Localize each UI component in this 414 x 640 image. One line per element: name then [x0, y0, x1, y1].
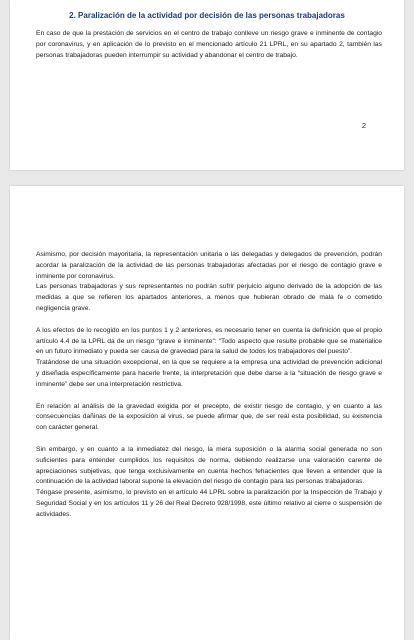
- paragraph-articulo-44: Téngase presente, asimismo, lo previsto en el artículo 44 LPRL sobre la paralización por la Inspección de Trabajo y Seguridad Social y en los artículos 11 y 26 del Real Decreto 928/1998, este último relativo al cierre o suspensión de actividades.: [36, 489, 382, 518]
- document-page-1: [10, 0, 404, 170]
- intro-paragraph: En caso de que la prestación de servicios en el centro de trabajo conlleve un riesgo grave e inminente de contagio por coronavirus, y en aplicación de lo previsto en el mencionado artículo 21 LPRL, en su apartado 2, también las personas trabajadoras pueden interrumpir su actividad y abandonar el centro de trabajo.: [36, 30, 382, 59]
- paragraph-decision-mayoritaria: Asimismo, por decisión mayoritaria, la representación unitaria o las delegadas y delegados de prevención, podrán acordar la paralización de la actividad de las personas trabajadoras afectadas por el riesgo de contagio grave e inminente por coronavirus.: [36, 251, 382, 280]
- paragraph-inmediatez: Sin embargo, y en cuanto a la inmediatez del riesgo, la mera suposición o la alarma social generada no son suficientes para entender cumplidos los requisitos de norma, debiendo realizarse una valoración carente de apreciaciones subjetivas, que tenga exclusivamente en cuenta hechos fehacientes que lleven a entender que la continuación de la actividad laboral supone la elevación del riesgo de contagio para las personas trabajadoras.: [36, 445, 382, 486]
- document-page-2: [10, 186, 404, 640]
- paragraph-gravedad: En relación al análisis de la gravedad exigida por el precepto, de existir riesgo de contagio, y en cuanto a las consecuencias dañinas de la exposición al virus, se puede afirmar que, de ser real esta posibilidad, su existencia con carácter general.: [36, 402, 382, 432]
- paragraph-definicion-riesgo: A los efectos de lo recogido en los puntos 1 y 2 anteriores, es necesario tener en cuenta la definición que el propio artículo 4.4 de la LPRL da de un riesgo “grave e inminente”: “Todo aspecto que resulte probable que se materialice en un futuro inmediato y pueda ser causa de gravedad para la salud de todos los trabajadores del puesto”.: [36, 326, 382, 356]
- section-heading: 2. Paralización de la actividad por decisión de las personas trabajadoras: [69, 11, 345, 20]
- paragraph-situacion-excepcional: Tratándose de una situación excepcional, en la que se requiere a la empresa una actividad de prevención adicional y diseñada específicamente para hacerle frente, la interpretación que debe darse a la “situación de riesgo grave e inminente” debe ser una interpretación restrictiva.: [36, 359, 382, 388]
- page-body: [36, 250, 382, 521]
- paragraph-sin-perjuicio: Las personas trabajadoras y sus representantes no podrán sufrir perjuicio alguno derivado de la adopción de las medidas a que se refieren los apartados anteriores, a menos que hubieran obrado de mala fe o cometido negligencia grave.: [36, 283, 382, 312]
- page-number: 2: [361, 121, 366, 130]
